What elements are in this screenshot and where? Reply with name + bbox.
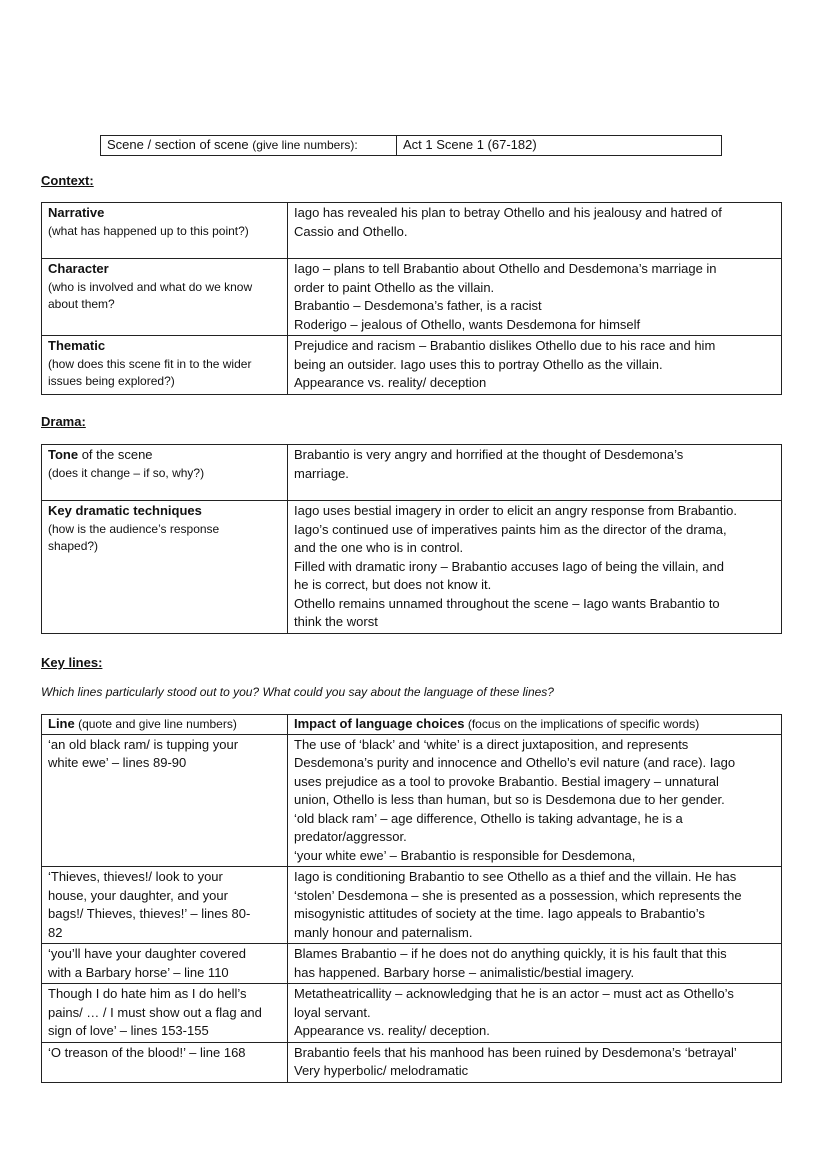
techniques-subtitle: shaped?) xyxy=(48,538,99,553)
techniques-line: think the worst xyxy=(294,614,378,629)
drama-row-techniques xyxy=(42,501,782,634)
techniques-line: he is correct, but does not know it. xyxy=(294,577,492,592)
impact-line: Desdemona’s purity and innocence and Othello’s evil nature (and race). Iago xyxy=(294,755,736,770)
tone-line: Brabantio is very angry and horrified at the thought of Desdemona’s xyxy=(294,447,684,462)
quote-line: sign of love’ – lines 153-155 xyxy=(48,1023,209,1038)
line-header-title: Line xyxy=(48,716,75,731)
thematic-line: Appearance vs. reality/ deception xyxy=(294,375,487,390)
key-line-impact-cell xyxy=(288,1042,782,1082)
drama-heading: Drama: xyxy=(41,414,86,429)
impact-line: ‘your white ewe’ – Brabantio is responsible for Desdemona, xyxy=(294,847,636,863)
drama-table xyxy=(41,444,782,634)
techniques-line: and the one who is in control. xyxy=(294,540,464,555)
quote-line: 82 xyxy=(48,924,63,940)
key-lines-table xyxy=(41,714,782,1083)
thematic-title: Thematic xyxy=(48,338,106,353)
impact-line: misogynistic attitudes of society at the time. Iago appeals to Brabantio’s xyxy=(294,906,705,921)
key-lines-header-right xyxy=(288,715,782,735)
techniques-line: Iago uses bestial imagery in order to elicit an angry response from Brabantio. xyxy=(294,503,737,518)
thematic-content-cell xyxy=(288,336,782,395)
context-table xyxy=(41,202,782,395)
quote-line: house, your daughter, and your xyxy=(48,887,228,903)
quote-line: bags!/ Thieves, thieves!’ – lines 80- xyxy=(48,906,251,921)
key-line-row xyxy=(42,944,782,984)
key-line-row xyxy=(42,984,782,1043)
thematic-subtitle: (how does this scene fit in to the wider xyxy=(48,356,252,371)
impact-line: union, Othello is less than human, but so is Desdemona due to her gender. xyxy=(294,792,725,807)
character-label-cell xyxy=(42,259,288,336)
narrative-line: Cassio and Othello. xyxy=(294,223,408,239)
impact-line: ‘stolen’ Desdemona – she is presented as a possession, which represents the xyxy=(294,887,742,903)
key-line-row xyxy=(42,1042,782,1082)
tone-title-rest: of the scene xyxy=(78,447,153,462)
techniques-content-cell xyxy=(288,501,782,634)
context-row-character xyxy=(42,259,782,336)
character-subtitle: (who is involved and what do we know xyxy=(48,279,253,294)
key-line-impact-cell xyxy=(288,944,782,984)
quote-line: ‘an old black ram/ is tupping your xyxy=(48,736,239,752)
narrative-line: Iago has revealed his plan to betray Othello and his jealousy and hatred of xyxy=(294,205,722,220)
thematic-line: Prejudice and racism – Brabantio dislikes Othello due to his race and him xyxy=(294,338,716,353)
key-lines-heading: Key lines: xyxy=(41,655,103,670)
quote-line: ‘you’ll have your daughter covered xyxy=(48,946,247,961)
key-line-quote-cell xyxy=(42,867,288,944)
narrative-title: Narrative xyxy=(48,205,105,220)
context-row-narrative xyxy=(42,203,782,259)
techniques-label-cell xyxy=(42,501,288,634)
key-line-impact-cell xyxy=(288,984,782,1043)
tone-subtitle: (does it change – if so, why?) xyxy=(48,465,205,480)
impact-line: Blames Brabantio – if he does not do anything quickly, it is his fault that this xyxy=(294,946,727,961)
impact-line: manly honour and paternalism. xyxy=(294,924,473,940)
thematic-line: being an outsider. Iago uses this to portray Othello as the villain. xyxy=(294,356,663,372)
quote-line: white ewe’ – lines 89-90 xyxy=(48,755,187,770)
impact-line: uses prejudice as a tool to provoke Brabantio. Bestial imagery – unnatural xyxy=(294,773,719,789)
tone-title xyxy=(48,446,281,465)
impact-line: predator/aggressor. xyxy=(294,829,407,844)
thematic-subtitle: issues being explored?) xyxy=(48,373,175,388)
impact-line: has happened. Barbary horse – animalistic/bestial imagery. xyxy=(294,964,635,980)
key-line-impact-cell xyxy=(288,867,782,944)
impact-line: ‘old black ram’ – age difference, Othello is taking advantage, he is a xyxy=(294,810,683,826)
quote-line: Though I do hate him as I do hell’s xyxy=(48,986,247,1001)
scene-label: Scene / section of scene xyxy=(107,137,249,152)
key-lines-header-row xyxy=(42,715,782,735)
line-header-note: (quote and give line numbers) xyxy=(74,717,237,731)
techniques-line: Othello remains unnamed throughout the scene – Iago wants Brabantio to xyxy=(294,595,720,611)
impact-header-note: (focus on the implications of specific words) xyxy=(464,717,700,731)
tone-line: marriage. xyxy=(294,465,349,481)
techniques-line: Filled with dramatic irony – Brabantio accuses Iago of being the villain, and xyxy=(294,558,724,574)
tone-title-bold: Tone xyxy=(48,447,79,462)
techniques-title: Key dramatic techniques xyxy=(48,503,202,518)
character-line: Iago – plans to tell Brabantio about Othello and Desdemona’s marriage in xyxy=(294,261,717,276)
context-row-thematic xyxy=(42,336,782,395)
quote-line: with a Barbary horse’ – line 110 xyxy=(48,964,229,980)
key-line-quote-cell xyxy=(42,734,288,867)
key-line-quote-cell xyxy=(42,944,288,984)
key-line-quote-cell xyxy=(42,984,288,1043)
character-line: Roderigo – jealous of Othello, wants Desdemona for himself xyxy=(294,316,641,332)
scene-label-note: (give line numbers): xyxy=(252,138,358,152)
quote-line: ‘O treason of the blood!’ – line 168 xyxy=(48,1044,246,1060)
techniques-line: Iago’s continued use of imperatives paints him as the director of the drama, xyxy=(294,521,727,537)
impact-line: Iago is conditioning Brabantio to see Othello as a thief and the villain. He has xyxy=(294,869,737,884)
narrative-subtitle: (what has happened up to this point?) xyxy=(48,223,249,238)
context-heading: Context: xyxy=(41,173,94,188)
narrative-label-cell xyxy=(42,203,288,259)
thematic-label-cell xyxy=(42,336,288,395)
character-line: Brabantio – Desdemona’s father, is a racist xyxy=(294,298,542,313)
scene-value: Act 1 Scene 1 (67-182) xyxy=(403,137,537,152)
quote-line: pains/ … / I must show out a flag and xyxy=(48,1004,262,1020)
narrative-content-cell xyxy=(288,203,782,259)
impact-line: Very hyperbolic/ melodramatic xyxy=(294,1063,469,1078)
key-line-impact-cell xyxy=(288,734,782,867)
key-line-quote-cell xyxy=(42,1042,288,1082)
character-line: order to paint Othello as the villain. xyxy=(294,279,495,295)
impact-line: Metatheatricallity – acknowledging that he is an actor – must act as Othello’s xyxy=(294,986,734,1001)
scene-label-cell xyxy=(101,136,397,156)
drama-row-tone xyxy=(42,445,782,501)
impact-line: Appearance vs. reality/ deception. xyxy=(294,1023,490,1038)
key-line-row xyxy=(42,734,782,867)
impact-line: loyal servant. xyxy=(294,1004,371,1020)
character-title: Character xyxy=(48,261,109,276)
character-content-cell xyxy=(288,259,782,336)
tone-label-cell xyxy=(42,445,288,501)
key-lines-instruction: Which lines particularly stood out to you? What could you say about the language of these lines? xyxy=(41,685,554,699)
techniques-subtitle: (how is the audience’s response xyxy=(48,521,220,536)
tone-content-cell xyxy=(288,445,782,501)
impact-line: Brabantio feels that his manhood has been ruined by Desdemona’s ‘betrayal’ xyxy=(294,1044,737,1060)
scene-value-cell xyxy=(397,136,722,156)
key-lines-header-left xyxy=(42,715,288,735)
key-line-row xyxy=(42,867,782,944)
impact-line: The use of ‘black’ and ‘white’ is a direct juxtaposition, and represents xyxy=(294,736,689,752)
impact-header-title: Impact of language choices xyxy=(294,716,465,731)
scene-table xyxy=(100,135,722,156)
character-subtitle: about them? xyxy=(48,296,115,311)
quote-line: ‘Thieves, thieves!/ look to your xyxy=(48,869,223,884)
